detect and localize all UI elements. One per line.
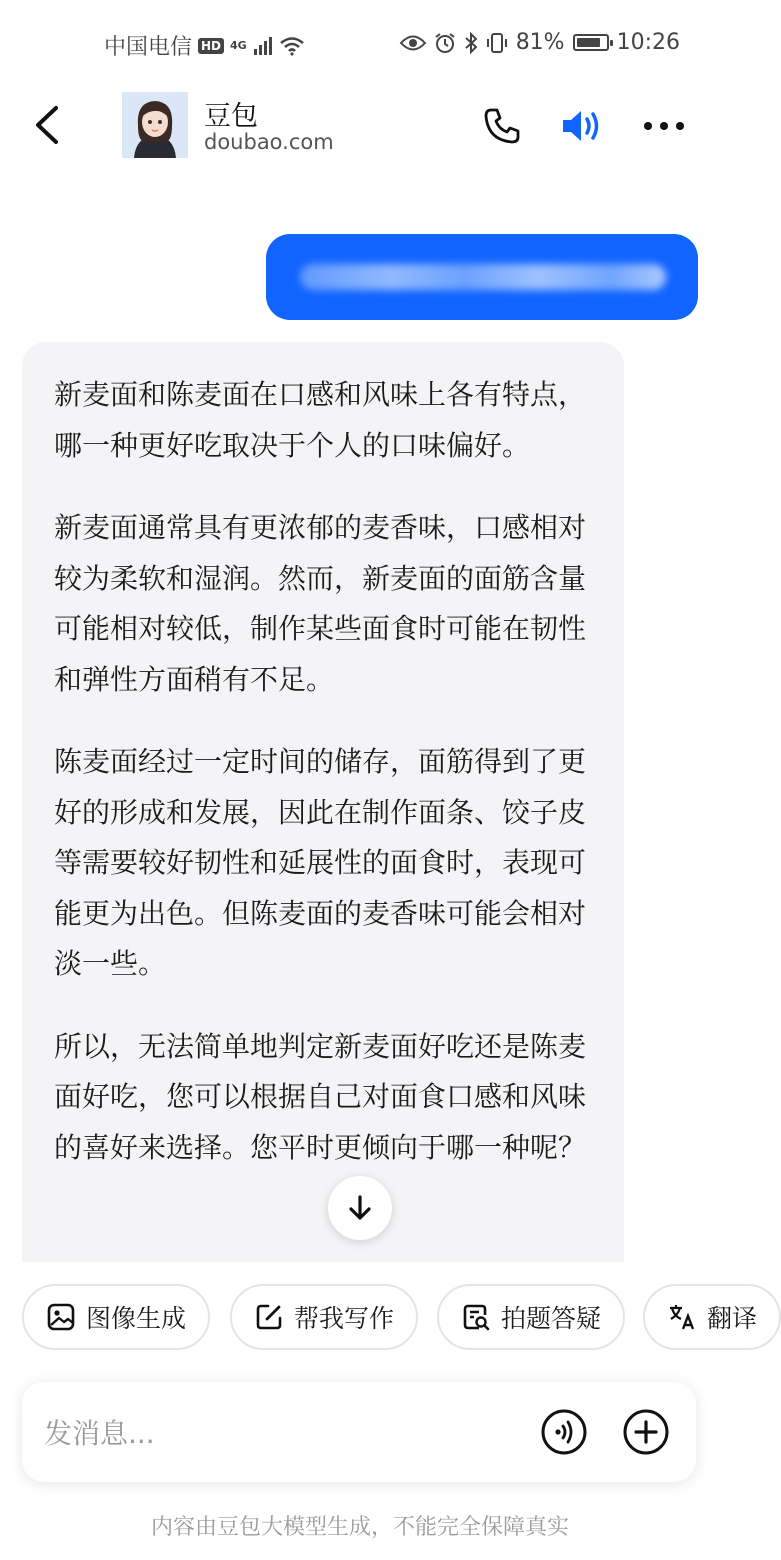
quick-actions <box>22 1284 758 1354</box>
user-message-bubble[interactable] <box>266 234 698 320</box>
arrow-down-icon <box>345 1193 375 1223</box>
quick-action-writing[interactable] <box>230 1284 418 1350</box>
translate-icon <box>667 1302 697 1332</box>
blurred-message-text <box>300 264 666 290</box>
network-type: 4G <box>230 39 247 52</box>
more-dots-icon <box>642 120 686 132</box>
carrier-name: 中国电信 <box>104 35 193 60</box>
signal-icon <box>253 36 273 56</box>
clock: 10:26 <box>616 30 680 55</box>
speaker-icon <box>560 106 604 146</box>
plus-circle-icon <box>622 1408 670 1456</box>
assistant-avatar-icon <box>122 92 188 158</box>
eye-icon <box>400 34 426 52</box>
voice-input-button[interactable] <box>540 1408 588 1456</box>
quick-action-label: 帮我写作 <box>294 1304 395 1333</box>
edit-icon <box>254 1302 284 1332</box>
assistant-message-text <box>22 342 624 1173</box>
chevron-left-icon <box>30 102 70 148</box>
speaker-toggle[interactable] <box>560 104 604 148</box>
ai-disclaimer: 内容由豆包大模型生成，不能完全保障真实 <box>150 1515 569 1540</box>
vibrate-icon <box>486 32 508 54</box>
avatar[interactable] <box>122 92 188 158</box>
alarm-icon <box>434 32 456 54</box>
message-composer <box>22 1382 696 1482</box>
image-icon <box>46 1302 76 1332</box>
bluetooth-icon <box>464 32 478 54</box>
chat-title: 豆包 <box>204 101 258 132</box>
chat-header <box>0 84 720 174</box>
status-right <box>400 30 680 55</box>
status-bar <box>0 0 720 84</box>
quick-action-label: 翻译 <box>707 1304 758 1333</box>
add-attachment-button[interactable] <box>622 1408 670 1456</box>
assistant-paragraph: 新麦面通常具有更浓郁的麦香味，口感相对较为柔软和湿润。然而，新麦面的面筋含量可能相对较低，制作某些面食时可能在韧性和弹性方面稍有不足。 <box>54 511 587 696</box>
back-button[interactable] <box>30 102 70 148</box>
assistant-message-bubble[interactable] <box>22 342 624 1282</box>
voice-icon <box>540 1408 588 1456</box>
quick-action-label: 图像生成 <box>86 1304 187 1333</box>
battery-percent: 81% <box>515 30 565 55</box>
call-button[interactable] <box>480 104 524 148</box>
chat-subtitle: doubao.com <box>204 130 334 154</box>
assistant-paragraph: 陈麦面经过一定时间的储存，面筋得到了更好的形成和发展，因此在制作面条、饺子皮等需要较好韧性和延展性的面食时，表现可能更为出色。但陈麦面的麦香味可能会相对淡一些。 <box>54 745 587 980</box>
quick-action-label: 拍题答疑 <box>501 1304 602 1333</box>
quick-action-image-generation[interactable] <box>22 1284 210 1350</box>
hd-badge: HD <box>198 38 224 54</box>
message-input[interactable] <box>42 1404 526 1462</box>
battery-icon <box>573 34 609 51</box>
bottom-panel <box>0 1262 758 1560</box>
assistant-paragraph: 所以，无法简单地判定新麦面好吃还是陈麦面好吃，您可以根据自己对面食口感和风味的喜好来选择。您平时更倾向于哪一种呢？ <box>54 1029 587 1164</box>
wifi-icon <box>279 36 305 56</box>
phone-icon <box>482 106 522 146</box>
quick-action-photo-qa[interactable] <box>437 1284 625 1350</box>
status-left <box>104 30 305 61</box>
quick-action-translate[interactable] <box>643 1284 781 1350</box>
assistant-paragraph: 新麦面和陈麦面在口感和风味上各有特点，哪一种更好吃取决于个人的口味偏好。 <box>54 378 587 462</box>
search-doc-icon <box>461 1302 491 1332</box>
more-button[interactable] <box>642 104 686 148</box>
scroll-to-bottom-button[interactable] <box>328 1176 392 1240</box>
